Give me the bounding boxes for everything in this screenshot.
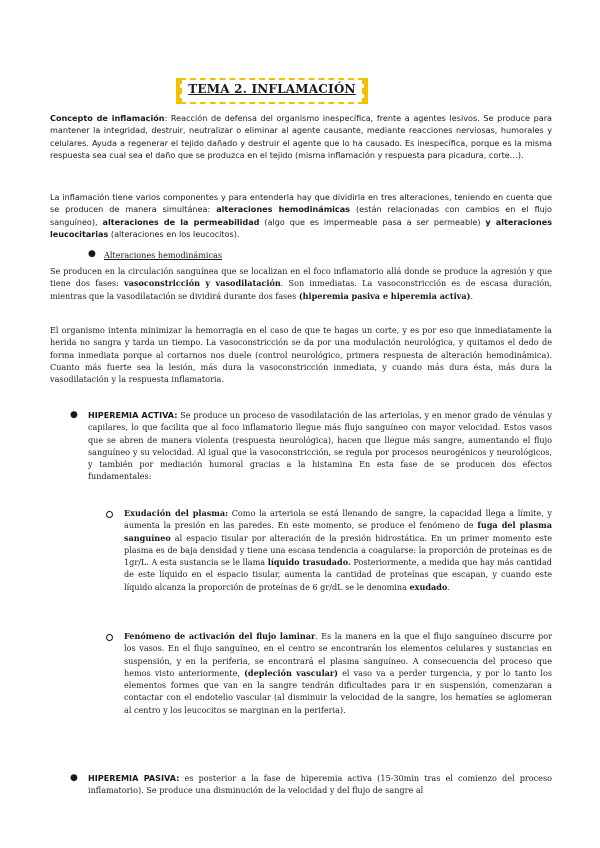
bullet-icon: ● [88, 249, 96, 259]
activacion-label: Fenómeno de activación del flujo laminar [124, 631, 316, 641]
concept-text: : Reacción de defensa del organismo inespecífica, frente a agentes lesivos. Se produce para mantener la integridad, destruir, neutralizar o eliminar al agente causante, mediante reacciones nerviosas, humorales y celulares. Ayuda a regenerar el tejido dañado y destruir el agente que lo ha causado. Es inespecífica, porque es la misma respuesta sea cual sea el daño que se produzca en el tejido (misma inflamación y respuesta para picadura, corte…). [50, 113, 552, 160]
activacion-text-1: . Es la manera en la que el flujo sanguíneo discurre por los vasos. En el flujo sanguíneo, en el centro se encontrarán los elementos celulares y sustancias en suspensión, y en la periferia, se encontrará el plasma sanguíneo. A consecuencia del proceso que hemos visto anteriormente, [124, 631, 552, 678]
concept-label: Concepto de inflamación [50, 113, 165, 123]
bullet-icon: ● [70, 410, 78, 420]
para1-text-3: . [470, 290, 474, 301]
para1-bold-2: (hiperemia pasiva e hiperemia activa) [298, 290, 471, 301]
circle-bullet-icon [106, 634, 113, 641]
exudacion-label: Exudación del plasma: [124, 508, 229, 518]
circle-bullet-icon [106, 511, 113, 518]
exudacion-paragraph [124, 507, 552, 593]
activacion-bold-1: (depleción vascular) [244, 667, 338, 678]
title-box [180, 78, 364, 104]
intro-text-1: La inflamación tiene varios componentes y para entenderla hay que dividirla en tres alteraciones, teniendo en cuenta que se producen de manera simultánea: [50, 192, 552, 215]
intro-text-4: (alteraciones en los leucocitos). [108, 228, 240, 239]
intro-bold-1: alteraciones hemodinámicas [216, 204, 350, 215]
exudacion-bold-1: fuga del plasma sanguíneo [124, 520, 552, 543]
hiperemia-activa-text: Se produce un proceso de vasodilatación de las arteriolas, y en menor grado de vénulas y capilares, lo que facilita que al foco inflamatorio llegue más flujo sanguíneo con mayor velocidad. Estos vasos que se abren de manera violenta (respuesta neurológica), hacen que llegue más sangre, aumentando el flujo sanguíneo y su velocidad. Al igual que la vasoconstricción, se regula por procesos neurogénicos y neurológicos, y también por mediación humoral gracias a la histamina En esta fase de se producen dos efectos fundamentales: [88, 410, 552, 482]
page-title: TEMA 2. INFLAMACIÓN [188, 82, 356, 96]
intro-bold-3: y alteraciones leucocitarias [50, 216, 553, 239]
hemodynamic-paragraph [50, 265, 552, 302]
hiperemia-pasiva-label: HIPEREMIA PASIVA: [88, 773, 180, 783]
intro-text-2: (están relacionadas con cambios en el flujo sanguíneo), [50, 204, 552, 227]
exudacion-text-2: al espacio tisular por alteración de la presión hidrostática. En un primer momento este plasma es de baja densidad y tiene una escasa tendencia a coagularse: la proporción de proteínas es de 1gr/L. A esta sustancia se le llama [124, 532, 552, 568]
intro-bold-2: alteraciones de la permeabilidad [102, 216, 260, 227]
exudacion-bold-2: líquido trasudado. [267, 557, 351, 568]
hiperemia-activa-label: HIPEREMIA ACTIVA: [88, 410, 178, 420]
hiperemia-pasiva-text: es posterior a la fase de hiperemia activa (15-30min tras el comienzo del proceso inflamatorio). Se produce una disminución de la velocidad y del flujo de sangre al [88, 773, 552, 796]
para1-text-1: Se producen en la circulación sanguínea que se localizan en el foco inflamatorio allá donde se produce la agresión y que tiene dos fases: [50, 266, 552, 289]
intro-text-3: (algo que es impermeable pasa a ser permeable) [259, 216, 486, 227]
para1-bold-1: vasoconstricción y vasodilatación [124, 278, 281, 289]
activacion-paragraph [124, 630, 552, 716]
section-heading: Alteraciones hemodinámicas [104, 250, 223, 260]
exudacion-text-4: . [447, 581, 450, 592]
hiperemia-pasiva-paragraph [88, 772, 552, 797]
bullet-icon: ● [70, 773, 78, 783]
vasoconstriction-paragraph: El organismo intenta minimizar la hemorragia en el caso de que te hagas un corte, y es por eso que inmediatamente la herida no sangra y tarda un tiempo. La vasoconstricción se da por una modulación neurológica, y quitamos el dedo de forma inmediata porque al cortarnos nos duele (control neurológico, primera respuesta de alteración hemodinámica). Cuanto más fuerte sea la lesión, más dura la vasoconstricción inmediata, y cuando más dura ésta, más dura la vasodilatación y la respuesta inflamatoria. [50, 325, 552, 385]
para1-text-2: . Son inmediatas. La vasoconstricción es de escasa duración, mientras que la vasodilatación se dividirá durante dos fases [50, 278, 552, 301]
exudacion-text-1: Como la arteriola se está llenando de sangre, la capacidad llega a límite, y aumenta la presión en las paredes. En este momento, se produce el fenómeno de [124, 508, 552, 531]
activacion-text-2: el vaso va a perder turgencia, y por lo tanto los elementos formes que van en la sangre tendrán dificultades para ir en suspensión, comenzaran a contactar con el endotelio vascular (al disminuir la velocidad de la sangre, los hematíes se aglomeran al centro y los leucocitos se marginan en la periferia). [124, 667, 552, 715]
hiperemia-activa-paragraph [88, 409, 552, 483]
intro-paragraph [50, 191, 552, 240]
exudacion-text-3: Posteriormente, a medida que hay más cantidad de este líquido en el espacio tisular, aumenta la cantidad de proteínas que escapan, y cuando este líquido alcanza la proporción de proteínas de 6 gr/dL se le denomina [124, 557, 552, 592]
concept-paragraph [50, 112, 552, 161]
exudacion-bold-3: exudado [409, 581, 448, 592]
